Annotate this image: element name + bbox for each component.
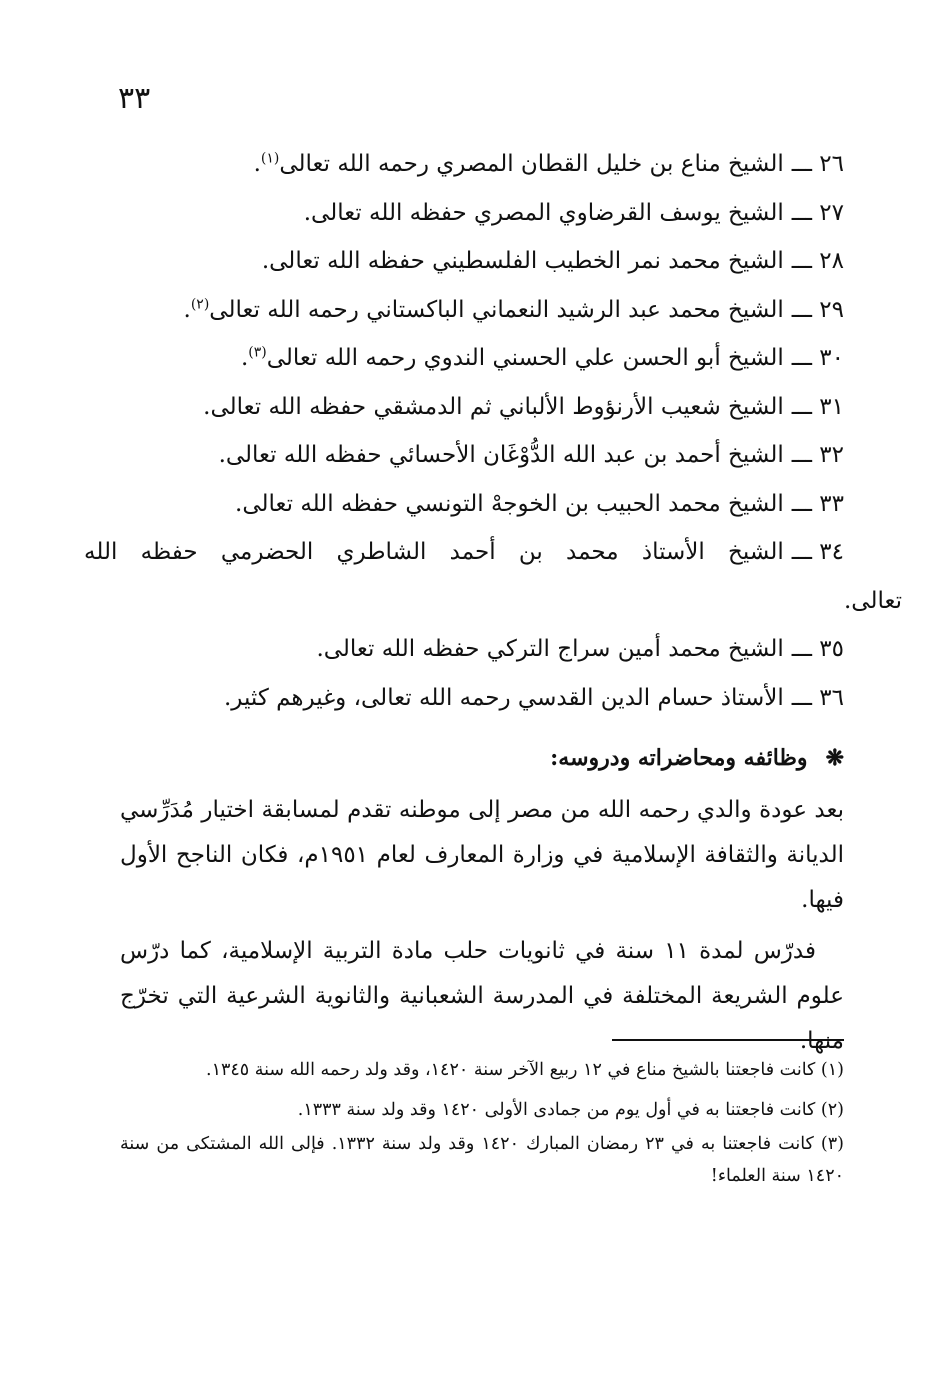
item-number: ٢٨ ـــ	[791, 248, 844, 274]
item-number: ٣٣ ـــ	[791, 490, 844, 517]
item-number: ٣١ ـــ	[791, 393, 844, 420]
item-text: الشيخ الأستاذ محمد بن أحمد الشاطري الحضرمي حفظه الله	[84, 539, 784, 565]
item-number: ٣٠ ـــ	[791, 345, 844, 371]
item-number: ٣٤ ـــ	[791, 539, 844, 565]
item-number: ٢٦ ـــ	[791, 151, 844, 177]
list-item	[84, 625, 844, 674]
item-text: الشيخ أحمد بن عبد الله الدُّوْغَان الأحسائي حفظه الله تعالى.	[218, 442, 784, 468]
list-item	[84, 334, 844, 383]
footnote-marker: (٣)	[248, 344, 267, 361]
section-heading-text: وظائفه ومحاضراته ودروسه:	[550, 745, 808, 771]
page-number: ٣٣	[118, 81, 151, 116]
list-item	[84, 674, 844, 723]
item-text: الشيخ محمد نمر الخطيب الفلسطيني حفظه الله تعالى.	[261, 248, 784, 274]
item-number: ٣٦ ـــ	[791, 684, 844, 711]
item-text: الشيخ محمد عبد الرشيد النعماني الباكستاني رحمه الله تعالى	[209, 296, 784, 323]
section-heading	[84, 738, 844, 778]
footnote-marker: (١)	[260, 150, 280, 167]
item-number: ٣٥ ـــ	[791, 636, 844, 662]
footnote: (٣) كانت فاجعتنا به في ٢٣ رمضان المبارك ١٤٢٠ وقد ولد سنة ١٣٣٢. فإلى الله المشتكى من سنة ١٤٢٠ سنة العلماء!	[120, 1134, 844, 1186]
footnote-marker: (٢)	[190, 295, 210, 312]
list-item	[84, 286, 844, 335]
body-text	[120, 788, 844, 1064]
item-text: الشيخ يوسف القرضاوي المصري حفظه الله تعالى.	[303, 199, 784, 226]
item-number: ٢٧ ـــ	[791, 199, 844, 226]
footnote: (١) كانت فاجعتنا بالشيخ مناع في ١٢ ربيع الآخر سنة ١٤٢٠، وقد ولد رحمه الله سنة ١٣٤٥.	[205, 1060, 844, 1080]
item-number: ٢٩ ـــ	[791, 296, 844, 323]
item-tail: .	[253, 151, 261, 177]
item-text: الشيخ محمد الحبيب بن الخوجهْ التونسي حفظه الله تعالى.	[235, 490, 784, 517]
paragraph: بعد عودة والدي رحمه الله من مصر إلى موطنه تقدم لمسابقة اختيار مُدَرِّسي الديانة والثقافة الإسلامية في وزارة المعارف لعام ١٩٥١م، فكان الناجح الأول فيها.	[120, 797, 844, 913]
footnote-divider	[612, 1039, 844, 1041]
item-text: الأستاذ حسام الدين القدسي رحمه الله تعالى، وغيرهم كثير.	[223, 684, 784, 711]
item-tail: .	[183, 296, 191, 323]
item-tail: .	[240, 345, 249, 371]
item-text: الشيخ أبو الحسن علي الحسني الندوي رحمه الله تعالى	[266, 345, 784, 371]
item-text: الشيخ مناع بن خليل القطان المصري رحمه الله تعالى	[279, 151, 784, 177]
footnote: (٢) كانت فاجعتنا به في أول يوم من جمادى الأولى ١٤٢٠ وقد ولد سنة ١٣٣٣.	[297, 1100, 844, 1120]
star-icon: ❋	[825, 745, 844, 771]
item-text: الشيخ شعيب الأرنؤوط الألباني ثم الدمشقي حفظه الله تعالى.	[203, 393, 784, 420]
list-item	[84, 237, 844, 286]
list-item	[84, 140, 844, 189]
list-item	[84, 528, 902, 625]
footnotes	[120, 1054, 844, 1192]
item-text: الشيخ محمد أمين سراج التركي حفظه الله تعالى.	[316, 636, 784, 662]
item-number: ٣٢ ـــ	[791, 442, 844, 468]
list-item	[84, 431, 844, 480]
list-item	[84, 383, 844, 432]
item-continuation: تعالى.	[844, 587, 902, 614]
paragraph: فدرّس لمدة ١١ سنة في ثانويات حلب مادة التربية الإسلامية، كما درّس علوم الشريعة المختلفة في المدرسة الشعبانية والثانوية الشرعية التي تخرّج منها.	[120, 938, 844, 1054]
list-item	[84, 189, 844, 238]
item-first-line	[84, 528, 844, 577]
list-item	[84, 480, 844, 529]
scholars-list	[84, 140, 902, 722]
